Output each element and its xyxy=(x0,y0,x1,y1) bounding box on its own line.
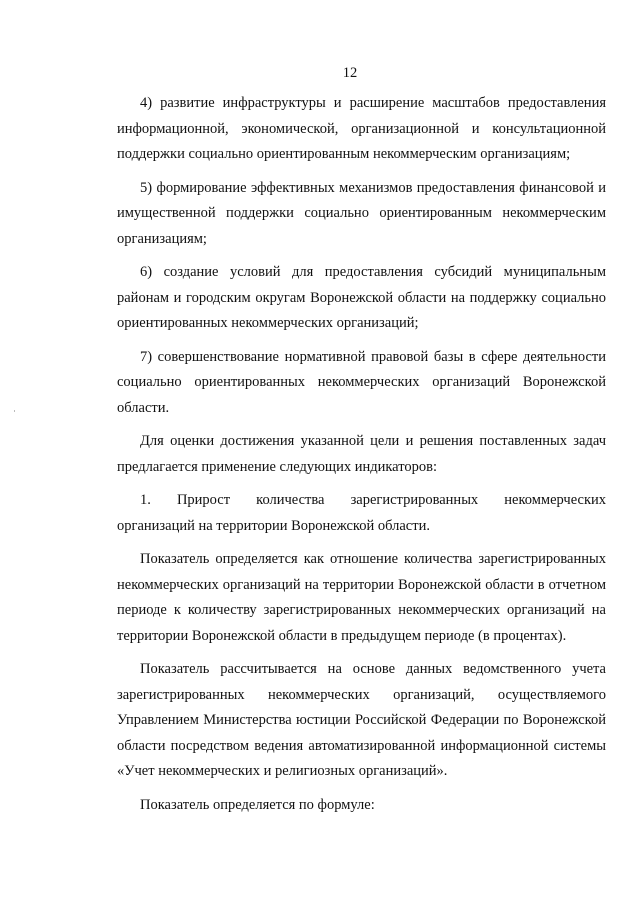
paragraph-formula-intro: Показатель определяется по формуле: xyxy=(140,796,375,813)
paragraph-indicators-intro: Для оценки достижения указанной цели и решения поставленных задач предлагается применение следующих индикаторов: xyxy=(117,433,606,475)
paragraph-item-4: 4) развитие инфраструктуры и расширение масштабов предоставления информационной, экономической, организационной и консультационной поддержки социально ориентированным некоммерческим организациям; xyxy=(117,95,606,162)
indicator-word: Прирост xyxy=(176,492,231,508)
indicator-1-heading xyxy=(117,488,606,514)
paragraph-indicator-source: Показатель рассчитывается на основе данных ведомственного учета зарегистрированных некоммерческих организаций, осуществляемого Управлением Министерства юстиции Российской Федерации по Воронежской области посредством ведения автоматизированной информационной системы «Учет некоммерческих и религиозных организаций». xyxy=(117,661,606,779)
document-body xyxy=(117,91,606,826)
indicator-number: 1. xyxy=(140,492,151,508)
indicator-word: некоммерческих xyxy=(504,492,606,508)
paragraph-item-7: 7) совершенствование нормативной правовой базы в сфере деятельности социально ориентированных некоммерческих организаций Воронежской области. xyxy=(117,348,606,416)
scan-speck xyxy=(14,410,15,412)
paragraph-indicator-definition: Показатель определяется как отношение количества зарегистрированных некоммерческих организаций на территории Воронежской области в отчетном периоде к количеству зарегистрированных некоммерческих организаций на территории Воронежской области в предыдущем периоде (в процентах). xyxy=(117,551,606,644)
indicator-word: количества xyxy=(256,492,325,508)
paragraph-item-5: 5) формирование эффективных механизмов предоставления финансовой и имущественной поддержки социально ориентированным некоммерческим организациям; xyxy=(117,179,606,247)
page-number: 12 xyxy=(342,65,358,81)
indicator-1-continuation: организаций на территории Воронежской области. xyxy=(117,517,430,534)
paragraph-item-6: 6) создание условий для предоставления субсидий муниципальным районам и городским округам Воронежской области на поддержку социально ориентированных некоммерческих организаций; xyxy=(117,264,606,331)
indicator-word: зарегистрированных xyxy=(350,492,479,508)
